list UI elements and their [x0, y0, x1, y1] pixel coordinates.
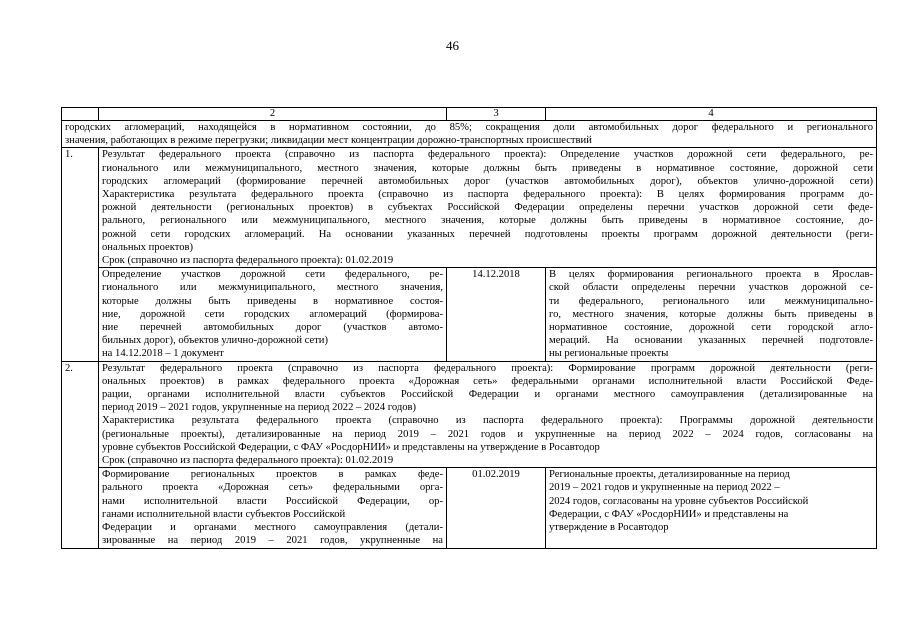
sub-line: Федерации и органами местного самоуправления (детали- — [102, 522, 443, 534]
result-cell — [99, 361, 877, 468]
sub-line: 2024 годов, согласованы на уровне субъектов Российской — [549, 495, 809, 507]
sub-line: Формирование региональных проектов в рамках феде- — [102, 469, 443, 481]
sub-line: Региональные проекты, детализированные на период — [549, 469, 790, 481]
sub-line: ны региональные проекты — [549, 348, 669, 360]
sub-line: зированные на период 2019 – 2021 годов, укрупненные на — [102, 535, 443, 547]
header-col-3: 3 — [447, 108, 546, 121]
result-line: Результат федерального проекта (справочно из паспорта федерального проекта): Определение участков дорожной сети федерального, ре- — [102, 149, 873, 161]
sub-line: гионального или межмуниципального, местного значения, — [102, 282, 443, 294]
intro-line: городских агломераций, находящейся в нормативном состоянии, до 85%; сокращения доли автомобильных дорог федерального и регионального — [65, 122, 873, 133]
sub-line: бильных дорог), объектов улично-дорожной сети) — [102, 335, 328, 347]
result-row — [62, 361, 877, 468]
header-col-1 — [62, 108, 99, 121]
result-row — [62, 148, 877, 268]
header-row — [62, 108, 877, 121]
result-cell — [99, 148, 877, 268]
result-line: уровне субъектов Российской Федерации, с ФАУ «РосдорНИИ» и представлены на утверждение в Росавтодор — [102, 441, 600, 453]
result-line: Характеристика результата федерального проекта (справочно из паспорта федерального проекта): Программы дорожной деятельности — [102, 415, 873, 427]
result-deadline: Срок (справочно из паспорта федерального проекта): 01.02.2019 — [102, 455, 394, 467]
result-line: рожной сети городских агломераций. На основании указанных перечней подготовлены проекты программ дорожной деятельности (реги- — [102, 228, 873, 240]
result-line: городских агломераций (формирование перечней автомобильных дорог (участков автомобильных дорог), объектов улично-дорожной сети) — [102, 175, 873, 187]
sub-line: утверждение в Росавтодор — [549, 522, 669, 534]
results-table — [61, 107, 877, 549]
result-line: рального, регионального или межмуниципального, местного значения, которые должны быть приведены в нормативное состояние, до- — [102, 215, 873, 227]
intro-cell — [62, 121, 877, 148]
result-line: Результат федерального проекта (справочно из паспорта федерального проекта): Формирование программ дорожной деятельности (реги- — [102, 362, 873, 374]
result-line: Характеристика результата федерального проекта (справочно из паспорта федерального проекта): В целях формирования программ до- — [102, 189, 873, 201]
sub-date: 01.02.2019 — [447, 468, 546, 548]
result-line: ональных проектов) в рамках федерального проекта «Дорожная сеть» федеральными органами исполнительной власти Российской Феде- — [102, 375, 873, 387]
result-line: рожной деятельности (региональных проектов) в субъектах Российской Федерации определены перечни участков дорожной сети феде- — [102, 202, 873, 214]
sub-description — [99, 468, 447, 548]
result-line: гионального или межмуниципального, местного значения, которые должны быть приведены в нормативное состояние, дорожной сети — [102, 162, 873, 174]
sub-line: Федерации, с ФАУ «РосдорНИИ» и представлены на — [549, 508, 789, 520]
sub-line: мераций. На основании указанных перечней подготовле- — [549, 335, 873, 347]
intro-row — [62, 121, 877, 148]
sub-line: ние, дорожной сети городских агломераций (формирова- — [102, 308, 443, 320]
sub-line: нормативное состояние, дорожной сети городской агло- — [549, 322, 873, 334]
result-line: (региональные проекты), детализированные на период 2019 – 2021 годов и укрупненные на период 2022 – 2024 годов, согласованы на — [102, 428, 873, 440]
page-number: 46 — [446, 38, 459, 53]
sub-line: рального проекта «Дорожная сеть» федеральными орга- — [102, 482, 443, 494]
result-line: рации, органами исполнительной власти субъектов Российской Федерации и органами местного самоуправления (детализированные на — [102, 389, 873, 401]
sub-line: ской области определены перечни участков дорожной се- — [549, 282, 873, 294]
item-number: 2. — [62, 361, 99, 548]
sub-line: 2019 – 2021 годов и укрупненные на период 2022 – — [549, 482, 780, 494]
sub-line: на 14.12.2018 – 1 документ — [102, 348, 224, 360]
sub-outcome — [546, 468, 877, 548]
sub-line: В целях формирования регионального проекта в Ярослав- — [549, 269, 873, 281]
sub-line: го, местного значения, которые должны быть приведены в — [549, 308, 873, 320]
sub-row — [62, 468, 877, 548]
result-line: ональных проектов) — [102, 241, 194, 253]
sub-line: ние перечней автомобильных дорог (участков автомо- — [102, 322, 443, 334]
result-deadline: Срок (справочно из паспорта федерального проекта): 01.02.2019 — [102, 255, 394, 267]
result-line: период 2019 – 2021 годов, укрупненные на период 2022 – 2024 годов) — [102, 402, 417, 414]
intro-line: значения, работающих в режиме перегрузки; ликвидации мест концентрации дорожно-транспортных происшествий — [65, 135, 592, 147]
item-number: 1. — [62, 148, 99, 361]
sub-description — [99, 268, 447, 361]
sub-line: ганами исполнительной власти субъектов Российской — [102, 508, 346, 520]
sub-line: Определение участков дорожной сети федерального, ре- — [102, 269, 443, 281]
header-col-4: 4 — [546, 108, 877, 121]
header-col-2: 2 — [99, 108, 447, 121]
sub-date: 14.12.2018 — [447, 268, 546, 361]
sub-outcome — [546, 268, 877, 361]
sub-line: ти федерального, регионального или межмуниципально- — [549, 295, 873, 307]
sub-row — [62, 268, 877, 361]
sub-line: которые должны быть приведены в нормативное состоя- — [102, 295, 443, 307]
sub-line: нами исполнительной власти Российской Федерации, ор- — [102, 495, 443, 507]
